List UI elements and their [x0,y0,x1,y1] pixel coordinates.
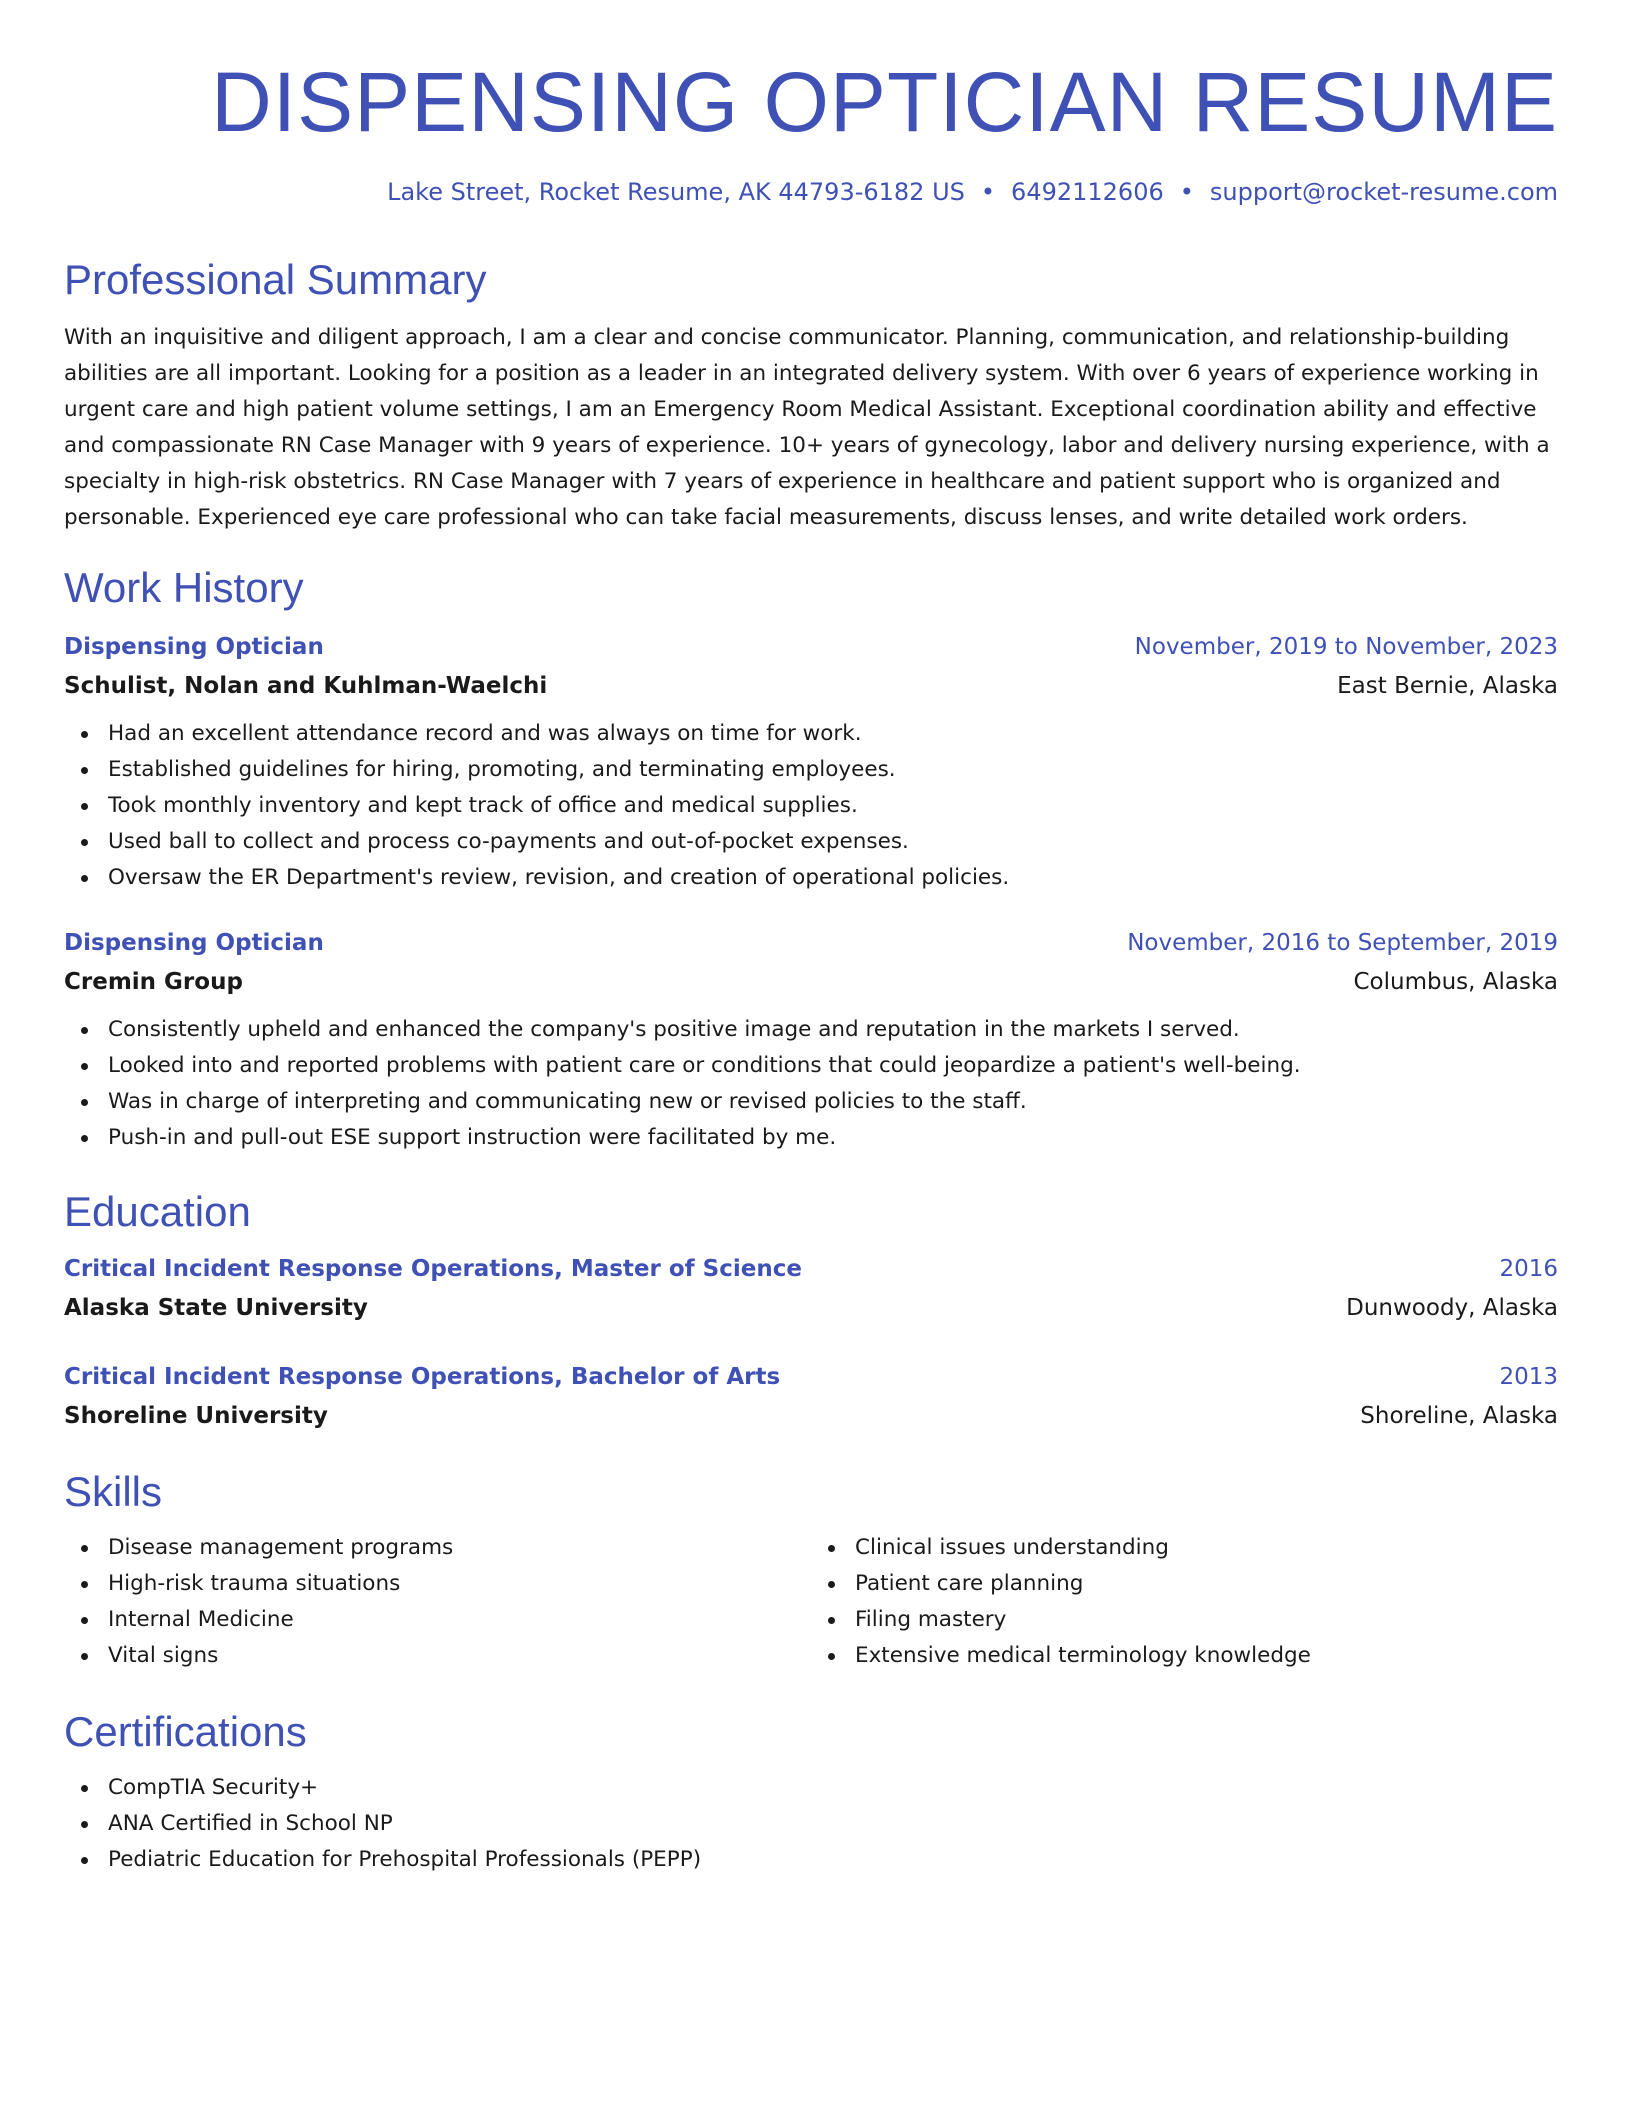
education-year: 2013 [1499,1364,1558,1390]
education-location: Shoreline, Alaska [1360,1403,1558,1429]
contact-email[interactable]: support@rocket-resume.com [1209,178,1558,206]
job-header-row [64,924,1558,962]
job-title: Dispensing Optician [64,930,324,956]
contact-phone: 6492112606 [1011,178,1164,206]
skill-item: Filing mastery [855,1602,1558,1638]
summary-heading: Professional Summary [64,256,487,303]
job-location: Columbus, Alaska [1353,969,1558,995]
job-dates: November, 2019 to November, 2023 [1134,634,1558,660]
education-header-row [64,1250,1558,1288]
education-location: Dunwoody, Alaska [1346,1295,1558,1321]
education-school: Alaska State University [64,1295,368,1321]
education-year: 2016 [1499,1256,1558,1282]
job-bullets [64,716,1558,896]
job-bullet: Looked into and reported problems with patient care or conditions that could jeopardize a patient's well-being. [108,1048,1558,1084]
job-bullet: Used ball to collect and process co-payments and out-of-pocket expenses. [108,824,1558,860]
job-entry [64,628,1558,896]
job-company: Schulist, Nolan and Kuhlman-Waelchi [64,673,548,699]
certification-item: ANA Certified in School NP [108,1806,1558,1842]
job-title: Dispensing Optician [64,634,324,660]
skill-item: Extensive medical terminology knowledge [855,1638,1558,1674]
job-bullet: Had an excellent attendance record and was always on time for work. [108,716,1558,752]
skills-list-left [64,1530,811,1674]
skill-item: Vital signs [108,1638,811,1674]
job-company-row [64,666,1558,706]
job-bullet: Consistently upheld and enhanced the company's positive image and reputation in the markets I served. [108,1012,1558,1048]
skill-item: High-risk trauma situations [108,1566,811,1602]
education-header-row [64,1358,1558,1396]
job-bullet: Took monthly inventory and kept track of office and medical supplies. [108,788,1558,824]
job-header-row [64,628,1558,666]
job-bullet: Established guidelines for hiring, promoting, and terminating employees. [108,752,1558,788]
job-location: East Bernie, Alaska [1337,673,1558,699]
resume-title: DISPENSING OPTICIAN RESUME [211,55,1558,149]
certifications-heading: Certifications [64,1708,307,1755]
summary-text: With an inquisitive and diligent approach, I am a clear and concise communicator. Planning, communication, and relationship-building abilities are all important. Looking for a position as a leader in an integrated delivery system. With over 6 years of experience working in urgent care and high patient volume settings, I am an Emergency Room Medical Assistant. Exceptional coordination ability and effective and compassionate RN Case Manager with 9 years of experience. 10+ years of gynecology, labor and delivery nursing experience, with a specialty in high-risk obstetrics. RN Case Manager with 7 years of experience in healthcare and patient support who is organized and personable. Experienced eye care professional who can take facial measurements, discuss lenses, and write detailed work orders. [64,325,1550,530]
education-school-row [64,1288,1558,1328]
education-school-row [64,1396,1558,1436]
job-company-row [64,962,1558,1002]
contact-separator: • [980,178,996,206]
education-entry [64,1358,1558,1436]
job-company: Cremin Group [64,969,243,995]
education-entry [64,1250,1558,1328]
education-school: Shoreline University [64,1403,328,1429]
education-degree: Critical Incident Response Operations, Bachelor of Arts [64,1364,781,1390]
certifications-list [64,1770,1558,1878]
job-dates: November, 2016 to September, 2019 [1127,930,1558,956]
education-degree: Critical Incident Response Operations, Master of Science [64,1256,802,1282]
contact-separator: • [1179,178,1194,206]
skill-item: Disease management programs [108,1530,811,1566]
job-bullet: Oversaw the ER Department's review, revision, and creation of operational policies. [108,860,1558,896]
contact-address: Lake Street, Rocket Resume, AK 44793-6182 US [387,178,965,206]
skills-grid [64,1520,1558,1674]
certification-item: Pediatric Education for Prehospital Professionals (PEPP) [108,1842,1558,1878]
job-bullets [64,1012,1558,1156]
work-history-heading: Work History [64,564,304,611]
skill-item: Clinical issues understanding [855,1530,1558,1566]
skill-item: Patient care planning [855,1566,1558,1602]
contact-line [64,176,1558,208]
job-entry [64,924,1558,1156]
job-bullet: Push-in and pull-out ESE support instruction were facilitated by me. [108,1120,1558,1156]
resume-page [64,0,1558,1878]
skills-list-right [811,1530,1558,1674]
certification-item: CompTIA Security+ [108,1770,1558,1806]
education-heading: Education [64,1188,251,1235]
job-bullet: Was in charge of interpreting and communicating new or revised policies to the staff. [108,1084,1558,1120]
skill-item: Internal Medicine [108,1602,811,1638]
skills-heading: Skills [64,1468,163,1515]
